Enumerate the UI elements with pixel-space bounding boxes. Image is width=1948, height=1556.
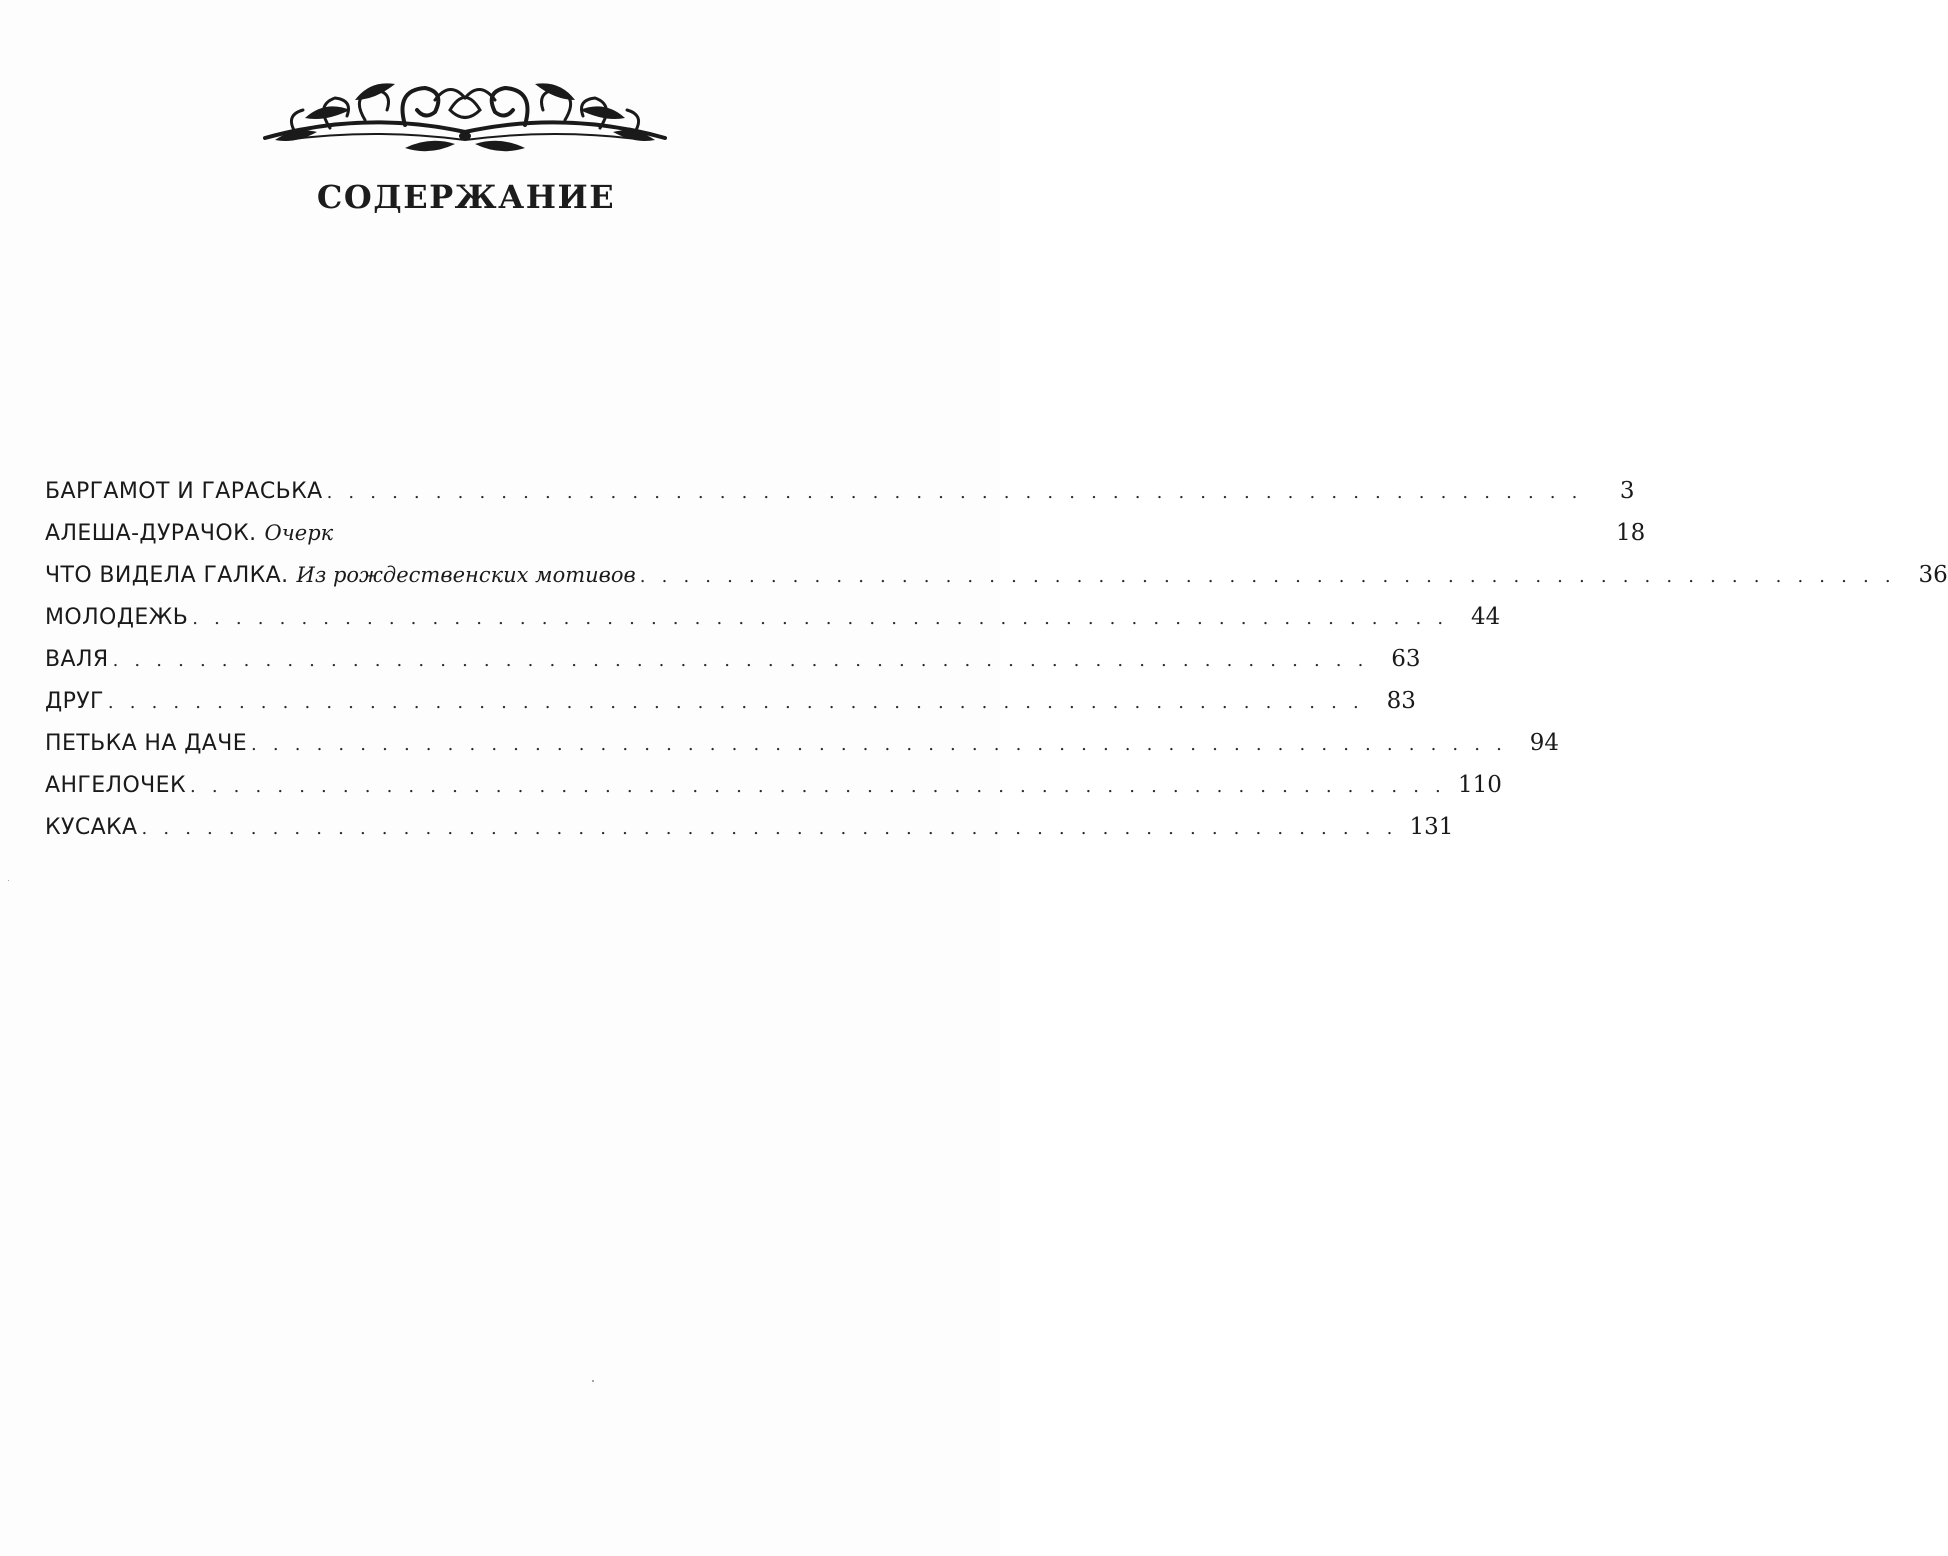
toc-entry-title: АНГЕЛОЧЕК — [45, 773, 186, 798]
dot-leader: . . . . . . . . . . . . . . . . . . . . . . . . . . . . . . . . . . . . . . . . . . . . . . . . . . . . . . . . . . — [192, 608, 1449, 629]
toc-entry-page-number: 44 — [1470, 604, 1501, 630]
toc-entry — [45, 722, 1560, 764]
toc-entry-page-number: 36 — [1918, 562, 1948, 588]
table-of-contents — [45, 470, 1948, 848]
paper-speck — [592, 1380, 594, 1382]
toc-entry — [45, 554, 1948, 596]
toc-entry-page-number: 3 — [1619, 478, 1635, 504]
floral-flourish-icon — [255, 70, 675, 160]
paper-speck — [8, 880, 9, 881]
dot-leader: . . . . . . . . . . . . . . . . . . . . . . . . . . . . . . . . . . . . . . . . . . . . . . . . . . . . . . . . . . — [639, 566, 1896, 587]
toc-entry-title: ВАЛЯ — [45, 647, 109, 672]
toc-entry — [45, 470, 1635, 512]
dot-leader: . . . . . . . . . . . . . . . . . . . . . . . . . . . . . . . . . . . . . . . . . . . . . . . . . . . . . . . . . . — [326, 482, 1583, 503]
toc-entry — [45, 512, 1646, 554]
toc-entry — [45, 764, 1502, 806]
dot-leader: . . . . . . . . . . . . . . . . . . . . . . . . . . . . . . . . . . . . . . . . . . . . . . . . . . . . . . . . . . — [251, 734, 1508, 755]
toc-entry-page-number: 110 — [1457, 772, 1502, 798]
toc-entry-title: КУСАКА — [45, 815, 138, 840]
toc-entry — [45, 596, 1501, 638]
toc-entry-title: АЛЕША-ДУРАЧОК. — [45, 521, 257, 546]
toc-entry-title: МОЛОДЕЖЬ — [45, 605, 189, 630]
dot-leader: . . . . . . . . . . . . . . . . . . . . . . . . . . . . . . . . . . . . . . . . . . . . . . . . . . . . . . . . . . — [189, 776, 1446, 797]
toc-entry — [45, 680, 1416, 722]
dot-leader: . . . . . . . . . . . . . . . . . . . . . . . . . . . . . . . . . . . . . . . . . . . . . . . . . . . . . . . . . . — [141, 818, 1398, 839]
toc-entry-page-number: 18 — [1615, 520, 1646, 546]
toc-entry — [45, 638, 1421, 680]
toc-entry-subtitle: Очерк — [264, 521, 334, 545]
toc-entry-page-number: 83 — [1386, 688, 1416, 714]
toc-entry — [45, 806, 1454, 848]
dot-leader: . . . . . . . . . . . . . . . . . . . . . . . . . . . . . . . . . . . . . . . . . . . . . . . . . . . . . . . . . . — [112, 650, 1369, 671]
toc-entry-subtitle: Из рождественских мотивов — [296, 563, 636, 587]
toc-entry-page-number: 94 — [1529, 730, 1560, 756]
dot-leader: . . . . . . . . . . . . . . . . . . . . . . . . . . . . . . . . . . . . . . . . . . . . . . . . . . . . . . . . . . — [107, 692, 1364, 713]
toc-entry-title: ЧТО ВИДЕЛА ГАЛКА. — [45, 563, 289, 588]
toc-entry-title: ПЕТЬКА НА ДАЧЕ — [45, 731, 248, 756]
toc-entry-title: ДРУГ — [45, 689, 104, 714]
toc-entry-title: БАРГАМОТ И ГАРАСЬКА — [45, 479, 323, 504]
page-title: СОДЕРЖАНИЕ — [316, 178, 616, 216]
toc-entry-page-number: 131 — [1409, 814, 1454, 840]
toc-entry-page-number: 63 — [1391, 646, 1421, 672]
